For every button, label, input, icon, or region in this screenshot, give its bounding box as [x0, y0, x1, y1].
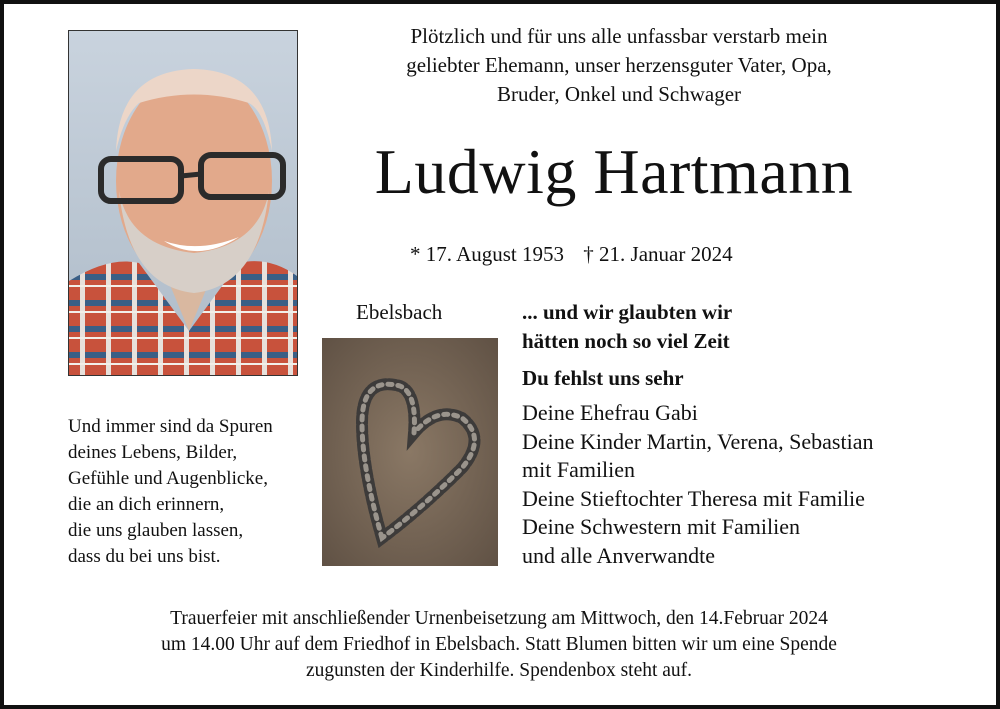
portrait-photo	[68, 30, 298, 376]
quote-block	[522, 298, 732, 393]
stone-heart-photo	[322, 338, 498, 566]
family-line: Deine Stieftochter Theresa mit Familie	[522, 485, 865, 511]
family-line: Deine Schwestern mit Familien	[522, 514, 800, 539]
service-line: Trauerfeier mit anschließender Urnenbeisetzung am Mittwoch, den 14.Februar 2024	[170, 608, 828, 629]
place-name: Ebelsbach	[356, 300, 443, 324]
service-line: um 14.00 Uhr auf dem Friedhof in Ebelsbach. Statt Blumen bitten wir um eine Spende	[161, 634, 837, 655]
service-line: zugunsten der Kinderhilfe. Spendenbox steht auf.	[305, 660, 693, 681]
intro-line: Plötzlich und für uns alle unfassbar verstarb mein	[410, 24, 828, 48]
quote-line: ... und wir glaubten wir	[522, 300, 733, 324]
deceased-name: Ludwig Hartmann	[374, 136, 854, 207]
poem-line: Gefühle und Augenblicke,	[68, 468, 268, 489]
poem-line: die uns glauben lassen,	[68, 520, 244, 541]
service-info	[64, 606, 934, 684]
poem-line: Und immer sind da Spuren	[68, 416, 273, 437]
poem-line: deines Lebens, Bilder,	[68, 442, 238, 463]
family-line: Deine Ehefrau Gabi	[522, 400, 698, 425]
family-line: mit Familien	[522, 457, 636, 482]
poem-text	[68, 414, 273, 570]
intro-line: Bruder, Onkel und Schwager	[496, 82, 742, 106]
birth-date: * 17. August 1953	[410, 242, 565, 266]
quote-line: hätten noch so viel Zeit	[522, 329, 730, 353]
family-line: und alle Anverwandte	[522, 542, 716, 568]
poem-line: die an dich erinnern,	[68, 494, 225, 515]
death-date: † 21. Januar 2024	[583, 242, 733, 266]
intro-text	[349, 22, 889, 109]
poem-line: dass du bei uns bist.	[68, 546, 221, 567]
miss-line: Du fehlst uns sehr	[522, 366, 684, 390]
intro-line: geliebter Ehemann, unser herzensguter Vater, Opa,	[406, 53, 832, 77]
family-list	[522, 399, 873, 570]
life-dates	[410, 240, 747, 268]
family-line: Deine Kinder Martin, Verena, Sebastian	[522, 428, 874, 454]
